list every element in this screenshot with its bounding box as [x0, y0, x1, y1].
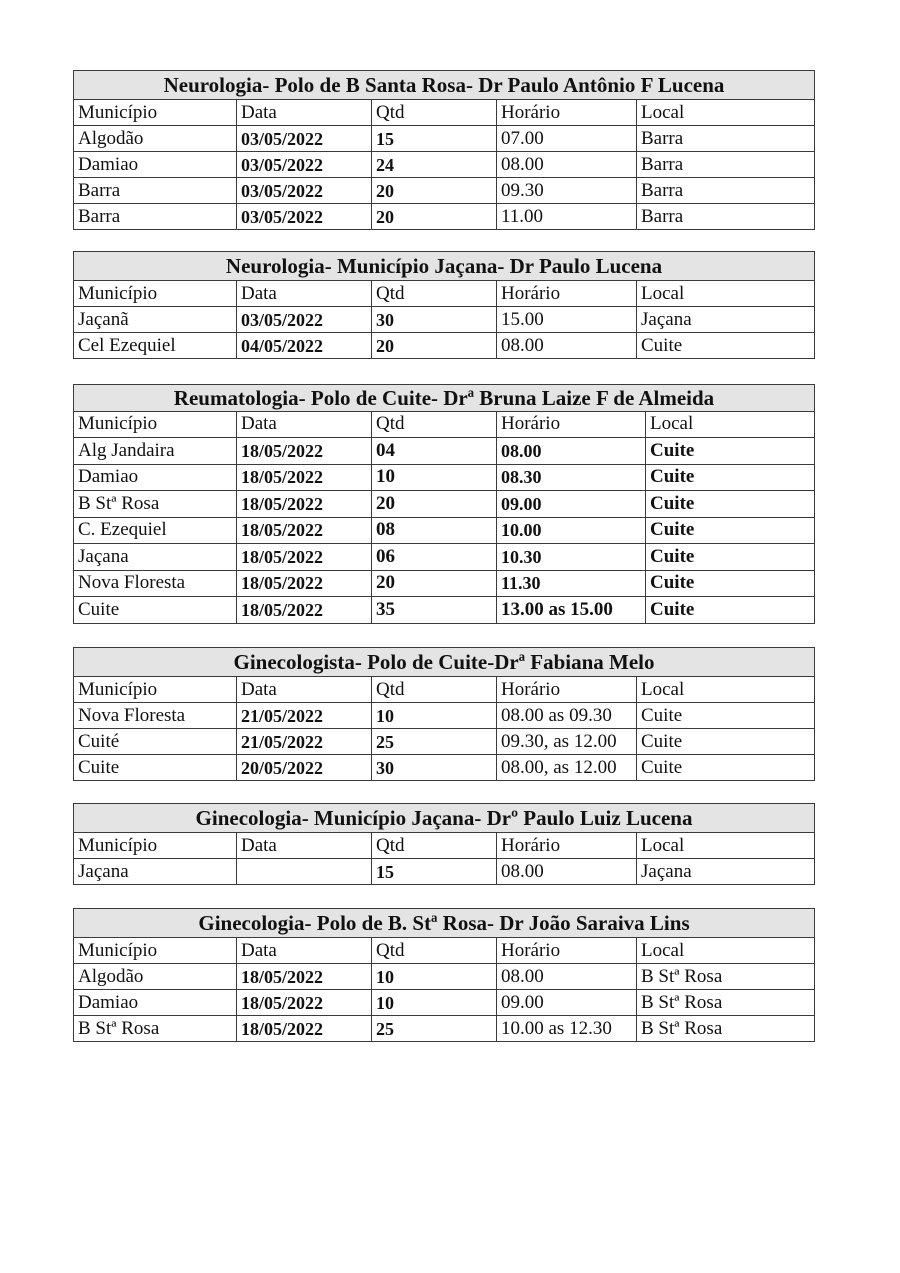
cell-qtd: 06 — [372, 544, 497, 571]
cell-qtd: 15 — [372, 859, 497, 885]
cell-local: Cuite — [646, 491, 815, 518]
column-header: Local — [637, 281, 815, 307]
cell-data: 18/05/2022 — [237, 517, 372, 544]
cell-local: Barra — [637, 126, 815, 152]
cell-data: 21/05/2022 — [237, 729, 372, 755]
table-row — [74, 964, 815, 990]
cell-municipio: Cuite — [74, 597, 237, 624]
cell-municipio: Jaçana — [74, 544, 237, 571]
cell-horario: 15.00 — [497, 307, 637, 333]
cell-municipio: B Stª Rosa — [74, 1016, 237, 1042]
column-header: Município — [74, 411, 237, 438]
column-header: Qtd — [372, 677, 497, 703]
cell-local: Barra — [637, 204, 815, 230]
cell-data: 18/05/2022 — [237, 544, 372, 571]
header-row — [74, 677, 815, 703]
cell-municipio: Barra — [74, 204, 237, 230]
cell-local: Cuite — [637, 729, 815, 755]
table-row — [74, 307, 815, 333]
table-title: Ginecologia- Município Jaçana- Drº Paulo Luiz Lucena — [74, 804, 815, 833]
cell-horario: 08.00 — [497, 152, 637, 178]
cell-horario: 08.00 — [497, 333, 637, 359]
cell-qtd: 35 — [372, 597, 497, 624]
cell-local: Cuite — [646, 544, 815, 571]
cell-qtd: 24 — [372, 152, 497, 178]
column-header: Data — [237, 281, 372, 307]
table-row — [74, 990, 815, 1016]
cell-local: Cuite — [637, 703, 815, 729]
cell-horario: 08.30 — [497, 464, 646, 491]
cell-qtd: 20 — [372, 178, 497, 204]
column-header: Data — [237, 677, 372, 703]
schedule-table-neurologia-jacana — [73, 251, 815, 359]
cell-qtd: 10 — [372, 464, 497, 491]
cell-qtd: 20 — [372, 570, 497, 597]
cell-horario: 10.00 as 12.30 — [497, 1016, 637, 1042]
cell-data: 21/05/2022 — [237, 703, 372, 729]
column-header: Horário — [497, 100, 637, 126]
table-title: Ginecologista- Polo de Cuite-Drª Fabiana Melo — [74, 648, 815, 677]
cell-data — [237, 859, 372, 885]
table-row — [74, 755, 815, 781]
cell-local: Cuite — [646, 438, 815, 465]
schedule-table-neurologia-barra — [73, 70, 815, 230]
table-row — [74, 544, 815, 571]
cell-qtd: 30 — [372, 755, 497, 781]
cell-horario: 08.00 as 09.30 — [497, 703, 637, 729]
cell-local: Barra — [637, 152, 815, 178]
column-header: Horário — [497, 411, 646, 438]
cell-municipio: Jaçana — [74, 859, 237, 885]
cell-horario: 09.00 — [497, 491, 646, 518]
cell-local: Jaçana — [637, 859, 815, 885]
cell-qtd: 10 — [372, 990, 497, 1016]
column-header: Município — [74, 833, 237, 859]
cell-municipio: Algodão — [74, 126, 237, 152]
cell-qtd: 10 — [372, 964, 497, 990]
cell-municipio: Barra — [74, 178, 237, 204]
cell-data: 18/05/2022 — [237, 1016, 372, 1042]
cell-data: 03/05/2022 — [237, 178, 372, 204]
cell-horario: 09.30, as 12.00 — [497, 729, 637, 755]
header-row — [74, 100, 815, 126]
table-row — [74, 438, 815, 465]
cell-data: 03/05/2022 — [237, 126, 372, 152]
cell-municipio: Damiao — [74, 990, 237, 1016]
column-header: Qtd — [372, 938, 497, 964]
table-title: Ginecologia- Polo de B. Stª Rosa- Dr João Saraiva Lins — [74, 909, 815, 938]
cell-municipio: Cuité — [74, 729, 237, 755]
cell-horario: 08.00 — [497, 964, 637, 990]
cell-data: 18/05/2022 — [237, 464, 372, 491]
schedule-table-reumatologia-cuite — [73, 384, 815, 624]
column-header: Município — [74, 677, 237, 703]
column-header: Local — [637, 938, 815, 964]
table-row — [74, 491, 815, 518]
cell-qtd: 08 — [372, 517, 497, 544]
cell-horario: 10.00 — [497, 517, 646, 544]
cell-horario: 07.00 — [497, 126, 637, 152]
column-header: Data — [237, 938, 372, 964]
column-header: Data — [237, 100, 372, 126]
column-header: Local — [637, 100, 815, 126]
cell-municipio: Nova Floresta — [74, 703, 237, 729]
cell-qtd: 20 — [372, 204, 497, 230]
cell-municipio: C. Ezequiel — [74, 517, 237, 544]
cell-municipio: Nova Floresta — [74, 570, 237, 597]
cell-horario: 10.30 — [497, 544, 646, 571]
schedule-table-ginecologia-santa-rosa — [73, 908, 815, 1042]
cell-data: 03/05/2022 — [237, 204, 372, 230]
column-header: Local — [646, 411, 815, 438]
cell-horario: 11.30 — [497, 570, 646, 597]
column-header: Data — [237, 411, 372, 438]
cell-municipio: Cuite — [74, 755, 237, 781]
cell-local: B Stª Rosa — [637, 964, 815, 990]
table-row — [74, 152, 815, 178]
cell-qtd: 20 — [372, 491, 497, 518]
cell-data: 18/05/2022 — [237, 597, 372, 624]
table-row — [74, 464, 815, 491]
table-row — [74, 703, 815, 729]
table-row — [74, 517, 815, 544]
cell-local: Cuite — [637, 333, 815, 359]
cell-data: 20/05/2022 — [237, 755, 372, 781]
schedule-table-ginecologia-jacana — [73, 803, 815, 885]
column-header: Horário — [497, 677, 637, 703]
cell-qtd: 04 — [372, 438, 497, 465]
header-row — [74, 833, 815, 859]
table-row — [74, 178, 815, 204]
cell-qtd: 10 — [372, 703, 497, 729]
cell-qtd: 15 — [372, 126, 497, 152]
column-header: Data — [237, 833, 372, 859]
column-header: Local — [637, 833, 815, 859]
cell-horario: 09.00 — [497, 990, 637, 1016]
cell-municipio: Damiao — [74, 464, 237, 491]
cell-qtd: 20 — [372, 333, 497, 359]
table-row — [74, 729, 815, 755]
column-header: Qtd — [372, 100, 497, 126]
header-row — [74, 281, 815, 307]
cell-local: Barra — [637, 178, 815, 204]
cell-municipio: Algodão — [74, 964, 237, 990]
table-title: Neurologia- Município Jaçana- Dr Paulo Lucena — [74, 252, 815, 281]
table-title: Reumatologia- Polo de Cuite- Drª Bruna Laize F de Almeida — [74, 385, 815, 412]
cell-local: Cuite — [646, 517, 815, 544]
cell-data: 18/05/2022 — [237, 438, 372, 465]
column-header: Horário — [497, 938, 637, 964]
column-header: Qtd — [372, 833, 497, 859]
header-row — [74, 938, 815, 964]
table-row — [74, 570, 815, 597]
cell-horario: 11.00 — [497, 204, 637, 230]
cell-horario: 09.30 — [497, 178, 637, 204]
cell-municipio: Alg Jandaira — [74, 438, 237, 465]
header-row — [74, 411, 815, 438]
table-row — [74, 126, 815, 152]
table-row — [74, 859, 815, 885]
table-row — [74, 333, 815, 359]
cell-municipio: Cel Ezequiel — [74, 333, 237, 359]
column-header: Município — [74, 938, 237, 964]
cell-local: Cuite — [646, 464, 815, 491]
cell-data: 18/05/2022 — [237, 964, 372, 990]
column-header: Qtd — [372, 411, 497, 438]
table-row — [74, 204, 815, 230]
cell-qtd: 25 — [372, 729, 497, 755]
cell-data: 04/05/2022 — [237, 333, 372, 359]
cell-local: B Stª Rosa — [637, 990, 815, 1016]
cell-local: Jaçana — [637, 307, 815, 333]
cell-municipio: B Stª Rosa — [74, 491, 237, 518]
cell-horario: 08.00 — [497, 859, 637, 885]
cell-local: Cuite — [646, 570, 815, 597]
column-header: Município — [74, 281, 237, 307]
schedule-table-ginecologista-cuite — [73, 647, 815, 781]
cell-horario: 13.00 as 15.00 — [497, 597, 646, 624]
table-title: Neurologia- Polo de B Santa Rosa- Dr Paulo Antônio F Lucena — [74, 71, 815, 100]
cell-municipio: Damiao — [74, 152, 237, 178]
cell-data: 03/05/2022 — [237, 152, 372, 178]
cell-local: B Stª Rosa — [637, 1016, 815, 1042]
cell-qtd: 25 — [372, 1016, 497, 1042]
cell-qtd: 30 — [372, 307, 497, 333]
column-header: Município — [74, 100, 237, 126]
cell-local: Cuite — [637, 755, 815, 781]
cell-municipio: Jaçanã — [74, 307, 237, 333]
cell-data: 18/05/2022 — [237, 491, 372, 518]
column-header: Horário — [497, 833, 637, 859]
table-row — [74, 597, 815, 624]
table-row — [74, 1016, 815, 1042]
cell-data: 18/05/2022 — [237, 990, 372, 1016]
cell-data: 03/05/2022 — [237, 307, 372, 333]
cell-horario: 08.00, as 12.00 — [497, 755, 637, 781]
cell-horario: 08.00 — [497, 438, 646, 465]
column-header: Horário — [497, 281, 637, 307]
column-header: Local — [637, 677, 815, 703]
column-header: Qtd — [372, 281, 497, 307]
cell-local: Cuite — [646, 597, 815, 624]
cell-data: 18/05/2022 — [237, 570, 372, 597]
